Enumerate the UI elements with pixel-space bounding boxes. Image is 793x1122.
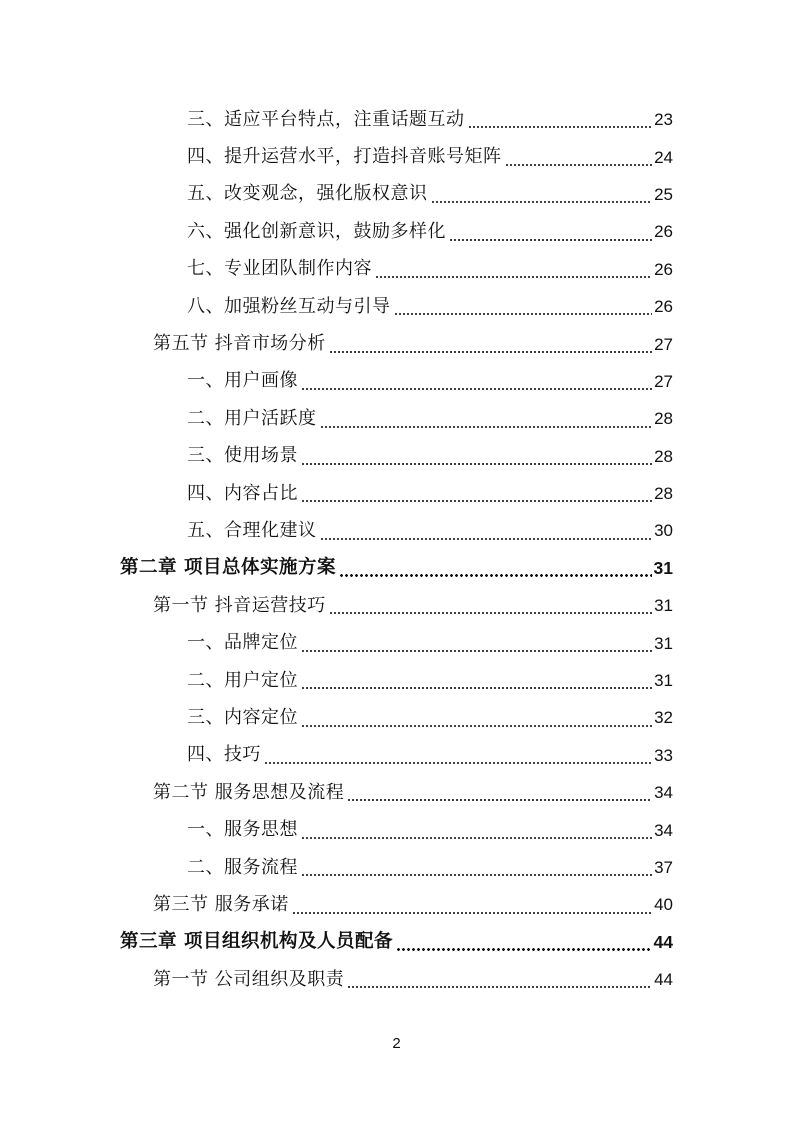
toc-entry-item[interactable]: [0, 737, 793, 774]
page-number: 2: [392, 1035, 401, 1052]
toc-entry-page-number: 33: [654, 745, 673, 765]
toc-entry-item[interactable]: [0, 138, 793, 175]
dot-leader: [301, 874, 652, 876]
toc-entry-item[interactable]: [0, 101, 793, 138]
dot-leader: [329, 351, 652, 353]
toc-entry-page-number: 24: [654, 147, 673, 167]
toc-entry-page-number: 44: [654, 970, 673, 990]
toc-entry-page-number: 28: [654, 446, 673, 466]
toc-entry-item[interactable]: [0, 438, 793, 475]
toc-entry-title: 第五节 抖音市场分析: [153, 333, 326, 355]
toc-entry-title: 三、适应平台特点，注重话题互动: [187, 108, 465, 130]
toc-entry-page-number: 26: [654, 297, 673, 317]
toc-entry-page-number: 31: [653, 557, 673, 578]
toc-entry-page-number: 34: [654, 783, 673, 803]
toc-entry-item[interactable]: [0, 849, 793, 886]
toc-entry-page-number: 26: [654, 222, 673, 242]
toc-entry-item[interactable]: [0, 624, 793, 661]
toc-entry-title: 一、品牌定位: [187, 632, 298, 654]
table-of-contents: [0, 101, 793, 998]
toc-entry-title: 三、使用场景: [187, 445, 298, 467]
toc-entry-page-number: 31: [654, 633, 673, 653]
toc-entry-page-number: 31: [654, 671, 673, 691]
toc-entry-title: 二、服务流程: [187, 856, 298, 878]
dot-leader: [375, 276, 652, 278]
toc-entry-title: 四、提升运营水平，打造抖音账号矩阵: [187, 146, 502, 168]
toc-entry-title: 第三章 项目组织机构及人员配备: [120, 931, 393, 953]
toc-entry-item[interactable]: [0, 176, 793, 213]
toc-entry-title: 四、内容占比: [187, 482, 298, 504]
dot-leader: [396, 948, 652, 951]
toc-entry-page-number: 27: [654, 334, 673, 354]
dot-leader: [301, 463, 652, 465]
dot-leader: [301, 388, 652, 390]
dot-leader: [394, 313, 653, 315]
toc-entry-page-number: 25: [654, 184, 673, 204]
toc-entry-page-number: 26: [654, 259, 673, 279]
toc-entry-title: 五、合理化建议: [187, 519, 317, 541]
toc-entry-page-number: 27: [654, 371, 673, 391]
dot-leader: [301, 650, 652, 652]
toc-entry-section[interactable]: [0, 587, 793, 624]
toc-entry-title: 一、服务思想: [187, 819, 298, 841]
toc-entry-item[interactable]: [0, 699, 793, 736]
dot-leader: [301, 687, 652, 689]
dot-leader: [347, 799, 652, 801]
toc-entry-item[interactable]: [0, 475, 793, 512]
dot-leader: [339, 574, 652, 577]
toc-entry-item[interactable]: [0, 512, 793, 549]
dot-leader: [264, 762, 652, 764]
toc-entry-title: 第二节 服务思想及流程: [153, 781, 345, 803]
toc-entry-chapter[interactable]: [0, 924, 793, 961]
toc-entry-page-number: 28: [654, 409, 673, 429]
toc-entry-page-number: 40: [654, 895, 673, 915]
dot-leader: [431, 201, 653, 203]
toc-entry-title: 第一节 抖音运营技巧: [153, 594, 326, 616]
toc-entry-section[interactable]: [0, 886, 793, 923]
toc-entry-title: 六、强化创新意识，鼓励多样化: [187, 220, 446, 242]
toc-entry-item[interactable]: [0, 363, 793, 400]
toc-entry-title: 八、加强粉丝互动与引导: [187, 295, 391, 317]
toc-entry-section[interactable]: [0, 774, 793, 811]
dot-leader: [505, 164, 653, 166]
dot-leader: [347, 986, 652, 988]
toc-entry-chapter[interactable]: [0, 550, 793, 587]
toc-entry-title: 二、用户活跃度: [187, 407, 317, 429]
dot-leader: [320, 426, 653, 428]
toc-entry-page-number: 44: [653, 931, 673, 952]
dot-leader: [468, 126, 653, 128]
toc-entry-item[interactable]: [0, 288, 793, 325]
toc-entry-title: 第三节 服务承诺: [153, 893, 289, 915]
toc-entry-page-number: 28: [654, 484, 673, 504]
toc-entry-title: 五、改变观念，强化版权意识: [187, 183, 428, 205]
toc-entry-title: 四、技巧: [187, 744, 261, 766]
toc-entry-title: 第一节 公司组织及职责: [153, 968, 345, 990]
toc-entry-item[interactable]: [0, 811, 793, 848]
dot-leader: [301, 725, 652, 727]
dot-leader: [449, 239, 652, 241]
toc-entry-title: 二、用户定位: [187, 669, 298, 691]
toc-entry-title: 三、内容定位: [187, 706, 298, 728]
toc-entry-item[interactable]: [0, 662, 793, 699]
toc-entry-title: 一、用户画像: [187, 370, 298, 392]
toc-entry-page-number: 23: [654, 110, 673, 130]
toc-entry-item[interactable]: [0, 400, 793, 437]
dot-leader: [301, 837, 652, 839]
toc-entry-item[interactable]: [0, 213, 793, 250]
toc-entry-page-number: 37: [654, 858, 673, 877]
dot-leader: [329, 612, 652, 614]
toc-entry-section[interactable]: [0, 961, 793, 998]
dot-leader: [292, 912, 652, 914]
toc-entry-page-number: 31: [654, 596, 673, 616]
toc-entry-title: 七、专业团队制作内容: [187, 258, 372, 280]
dot-leader: [301, 500, 652, 502]
toc-entry-page-number: 32: [654, 708, 673, 728]
toc-entry-page-number: 34: [654, 820, 673, 840]
toc-entry-title: 第二章 项目总体实施方案: [120, 557, 336, 579]
toc-entry-page-number: 30: [654, 521, 673, 541]
toc-entry-section[interactable]: [0, 325, 793, 362]
toc-entry-item[interactable]: [0, 251, 793, 288]
dot-leader: [320, 538, 653, 540]
